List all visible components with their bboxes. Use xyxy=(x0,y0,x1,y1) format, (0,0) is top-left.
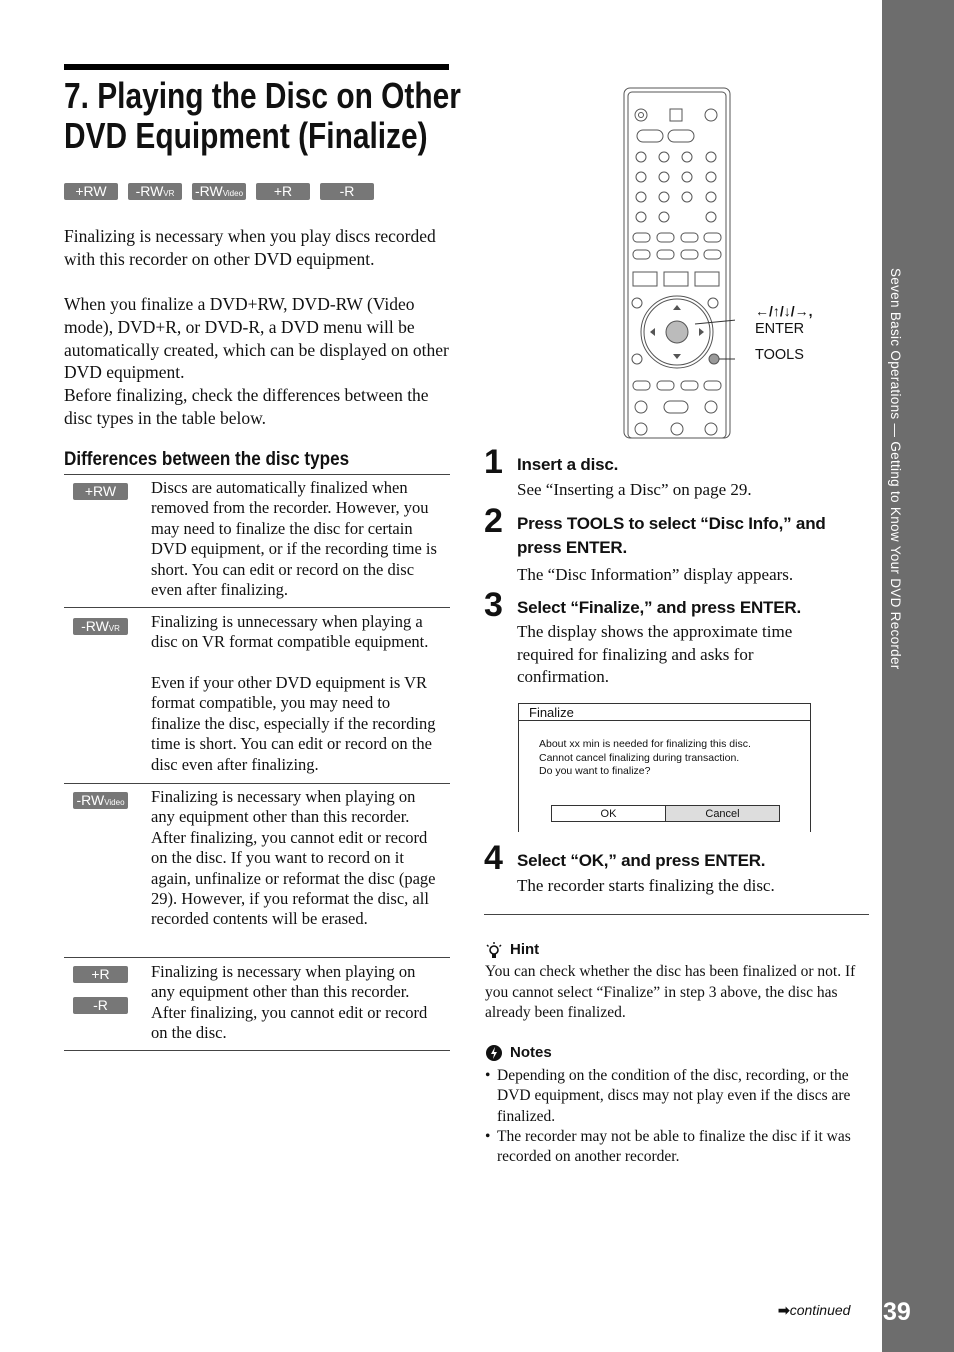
notes-label: Notes xyxy=(510,1044,552,1061)
remote-enter-label: ENTER xyxy=(755,321,805,337)
note-item: • The recorder may not be able to finalize the disc if it was recorded on another recorder. xyxy=(485,1127,851,1166)
title-rule xyxy=(64,64,449,70)
table-row-divider xyxy=(64,607,450,608)
note-item: • Depending on the condition of the disc, recording, or the DVD equipment, discs may not play even if the discs are finalized. xyxy=(485,1067,851,1125)
step-heading: Select “Finalize,” and press ENTER. xyxy=(517,598,801,617)
step-body: The display shows the approximate time required for finalizing and asks for confirmation. xyxy=(517,622,793,686)
notes-icon xyxy=(485,1044,503,1062)
page-title-line1: 7. Playing the Disc on Other xyxy=(64,75,461,116)
dialog-message-line: Do you want to finalize? xyxy=(539,765,651,778)
remote-tools-label: TOOLS xyxy=(755,347,804,363)
row-badge-plus-r: +R xyxy=(73,966,128,983)
notes-list xyxy=(485,1066,869,1167)
hint-lightbulb-icon xyxy=(485,942,503,960)
remote-control-illustration xyxy=(620,86,735,440)
row-badge-plus-rw: +RW xyxy=(73,483,128,500)
dialog-message xyxy=(539,738,751,779)
remote-arrows-label: ←/↑/↓/→, xyxy=(755,303,813,319)
step-heading: Select “OK,” and press ENTER. xyxy=(517,851,766,870)
finalize-dialog xyxy=(518,703,811,832)
cancel-button[interactable]: Cancel xyxy=(665,805,780,822)
page-number: 39 xyxy=(883,1298,911,1326)
badge-minus-rw-vr: -RWVR xyxy=(128,183,182,200)
step-number: 4 xyxy=(484,839,503,877)
step-number: 1 xyxy=(484,443,503,481)
dialog-title: Finalize xyxy=(519,704,810,721)
badge-minus-rw-video: -RWVideo xyxy=(192,183,246,200)
dialog-message-line: Cannot cancel finalizing during transaction. xyxy=(539,751,740,764)
hint-text: You can check whether the disc has been finalized or not. If you cannot select “Finalize” in step 3 above, the disc has already been finalized. xyxy=(485,963,856,1021)
table-top-rule xyxy=(64,474,450,475)
table-row-text: Finalizing is unnecessary when playing a disc on VR format compatible equipment. xyxy=(151,612,429,652)
dialog-message-line: About xx min is needed for finalizing this disc. xyxy=(539,738,751,750)
badge-minus-r: -R xyxy=(320,183,374,200)
continued-marker: ➡continued xyxy=(778,1302,851,1318)
table-row-text: Finalizing is necessary when playing on any equipment other than this recorder. After finalizing, you cannot edit or record on the disc. xyxy=(151,962,428,1043)
table-row-text-2: Even if your other DVD equipment is VR format compatible, you may need to finalize the disc, especially if the recording time is short. You can edit or record on the disc even after finalizing. xyxy=(151,673,436,774)
page-title-line2: DVD Equipment (Finalize) xyxy=(64,115,428,156)
step-heading: Press TOOLS to select “Disc Info,” and press ENTER. xyxy=(517,514,826,557)
table-row-divider xyxy=(64,783,450,784)
table-row-text: Discs are automatically finalized when removed from the recorder. However, you may need to finalize the disc for certain DVD equipment, or if the recording time is short. You can edit or record on the disc even after finalizing. xyxy=(151,478,437,600)
row-badge-minus-r: -R xyxy=(73,997,128,1014)
step-body: The “Disc Information” display appears. xyxy=(517,565,794,584)
ok-button[interactable]: OK xyxy=(551,805,666,822)
step-body: The recorder starts finalizing the disc. xyxy=(517,876,775,895)
side-tab-text: Seven Basic Operations — Getting to Know Your DVD Recorder xyxy=(888,268,903,670)
steps-divider xyxy=(484,914,869,915)
row-badge-minus-rw-vr: -RWVR xyxy=(73,618,128,635)
step-body: See “Inserting a Disc” on page 29. xyxy=(517,480,752,499)
badge-plus-rw: +RW xyxy=(64,183,118,200)
step-number: 2 xyxy=(484,502,503,540)
badge-plus-r: +R xyxy=(256,183,310,200)
intro-paragraph-1: Finalizing is necessary when you play discs recorded with this recorder on other DVD equipment. xyxy=(64,226,436,269)
row-badge-minus-rw-video: -RWVideo xyxy=(73,792,128,809)
table-row-text: Finalizing is necessary when playing on any equipment other than this recorder. After finalizing, you cannot edit or record on the disc. If you want to record on it again, unfinalize or reformat the disc (page 29). However, if you reformat the disc, all recorded contents will be erased. xyxy=(151,787,436,929)
arrow-right-icon: ➡ xyxy=(778,1302,790,1318)
table-bottom-rule xyxy=(64,1050,450,1051)
step-heading: Insert a disc. xyxy=(517,455,619,474)
intro-paragraph-2: When you finalize a DVD+RW, DVD-RW (Video mode), DVD+R, or DVD-R, a DVD menu will be automatically created, which can be displayed on other DVD equipment. xyxy=(64,294,449,383)
step-number: 3 xyxy=(484,586,503,624)
table-heading: Differences between the disc types xyxy=(64,449,350,470)
table-row-divider xyxy=(64,957,450,958)
intro-paragraph-3: Before finalizing, check the differences between the disc types in the table below. xyxy=(64,385,429,428)
hint-label: Hint xyxy=(510,941,540,958)
